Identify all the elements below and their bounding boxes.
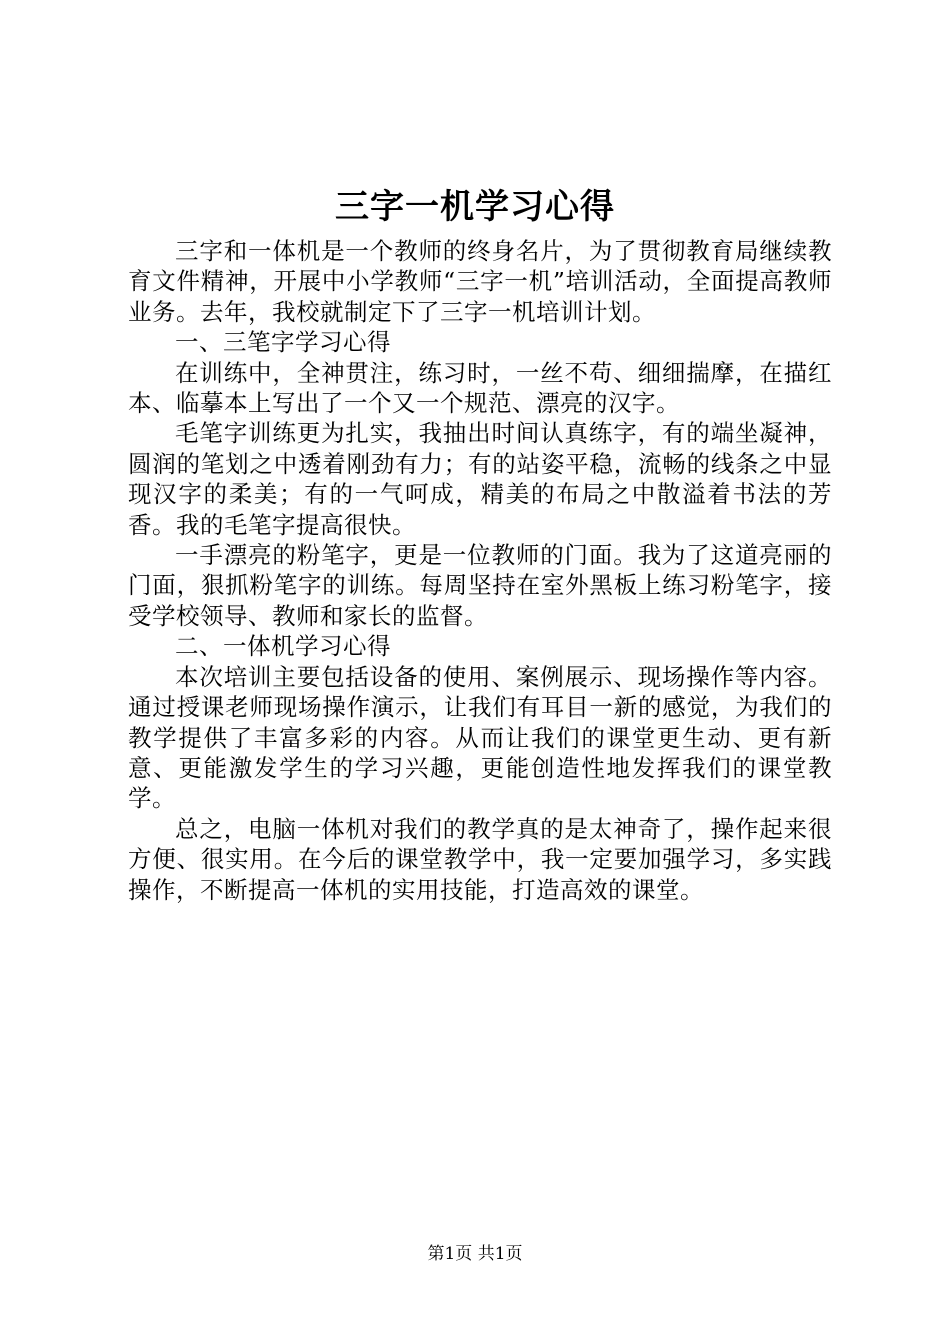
paragraph-intro: 三字和一体机是一个教师的终身名片，为了贯彻教育局继续教育文件精神，开展中小学教师“三字一机”培训活动，全面提高教师业务。去年，我校就制定下了三字一机培训计划。 xyxy=(128,237,832,326)
paragraph-training-content: 本次培训主要包括设备的使用、案例展示、现场操作等内容。通过授课老师现场操作演示，让我们有耳目一新的感觉，为我们的教学提供了丰富多彩的内容。从而让我们的课堂更生动、更有新意、更能激发学生的学习兴趣，更能创造性地发挥我们的课堂教学。 xyxy=(128,662,832,813)
section-heading-calligraphy: 一、三笔字学习心得 xyxy=(175,328,391,357)
page-footer: 第1页 共1页 xyxy=(427,1244,523,1264)
document-title: 三字一机学习心得 xyxy=(335,187,615,227)
paragraph-conclusion: 总之，电脑一体机对我们的教学真的是太神奇了，操作起来很方便、很实用。在今后的课堂教学中，我一定要加强学习，多实践操作，不断提高一体机的实用技能，打造高效的课堂。 xyxy=(128,814,832,904)
paragraph-chalk-writing: 一手漂亮的粉笔字，更是一位教师的门面。我为了这道亮丽的门面，狠抓粉笔字的训练。每周坚持在室外黑板上练习粉笔字，接受学校领导、教师和家长的监督。 xyxy=(128,541,832,630)
document-body xyxy=(128,236,832,905)
paragraph-training: 在训练中，全神贯注，练习时，一丝不苟、细细揣摩，在描红本、临摹本上写出了一个又一个规范、漂亮的汉字。 xyxy=(128,358,832,418)
section-heading-all-in-one: 二、一体机学习心得 xyxy=(175,632,391,661)
paragraph-brush-writing: 毛笔字训练更为扎实，我抽出时间认真练字，有的端坐凝神，圆润的笔划之中透着刚劲有力；有的站姿平稳，流畅的线条之中显现汉字的柔美；有的一气呵成，精美的布局之中散溢着书法的芳香。我的毛笔字提高很快。 xyxy=(128,419,832,539)
